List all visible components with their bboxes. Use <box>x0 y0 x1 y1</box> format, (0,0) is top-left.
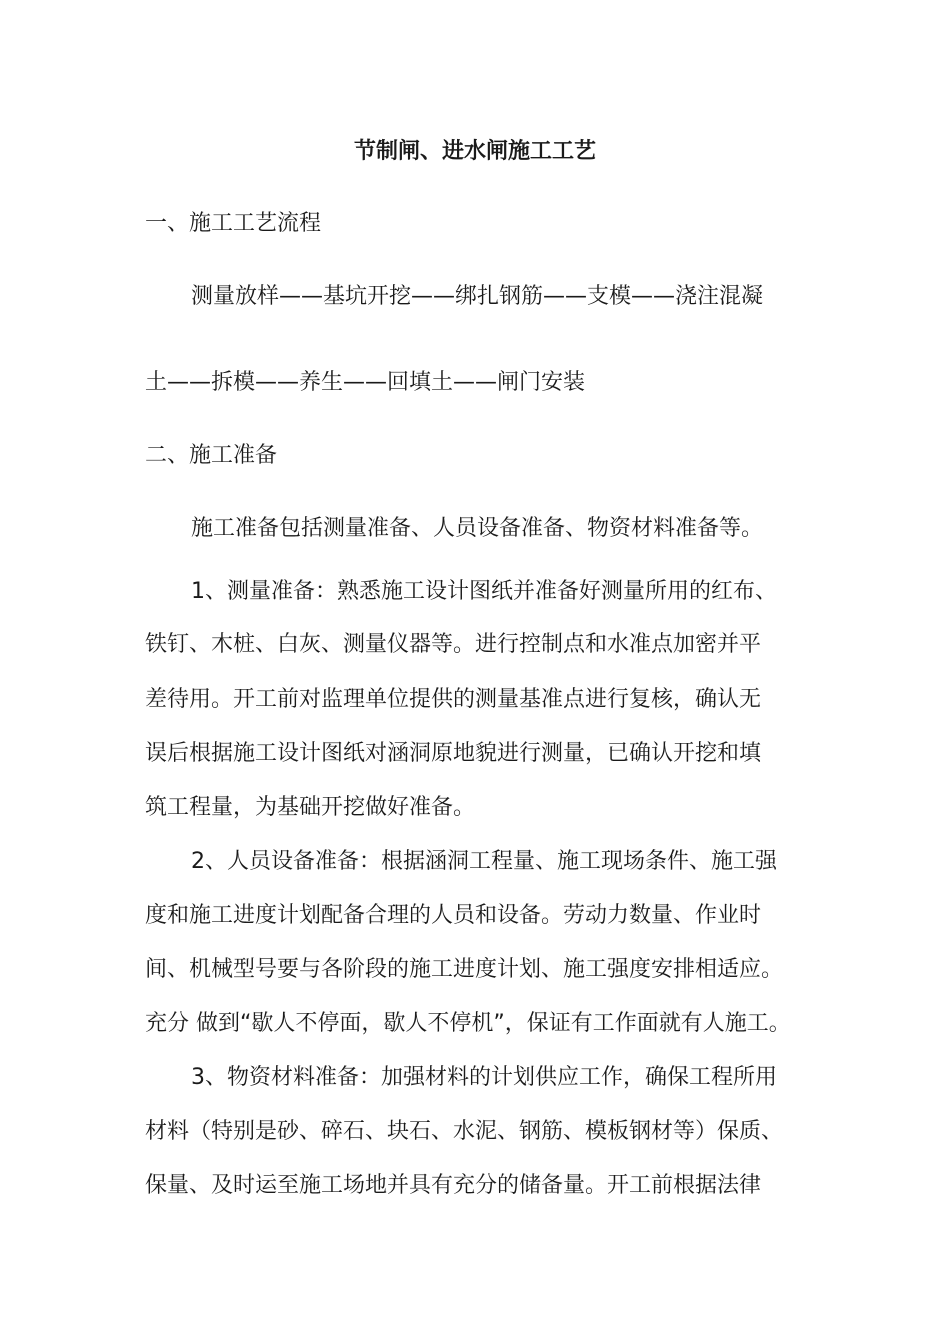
paragraph-line: 充分 做到“歇人不停面，歇人不停机”，保证有工作面就有人施工。 <box>145 1011 791 1036</box>
section-heading-process: 一、施工工艺流程 <box>145 211 322 236</box>
paragraph-line: 筑工程量，为基础开挖做好准备。 <box>145 795 476 820</box>
paragraph-line: 土——拆模——养生——回填土——闸门安装 <box>145 370 586 395</box>
paragraph-line: 施工准备包括测量准备、人员设备准备、物资材料准备等。 <box>191 516 764 541</box>
paragraph-line: 测量放样——基坑开挖——绑扎钢筋——支模——浇注混凝 <box>191 284 764 309</box>
paragraph-line: 铁钉、木桩、白灰、测量仪器等。进行控制点和水准点加密并平 <box>145 632 762 657</box>
paragraph-line: 1、测量准备：熟悉施工设计图纸并准备好测量所用的红布、 <box>191 579 777 604</box>
section-heading-preparation: 二、施工准备 <box>145 443 278 468</box>
paragraph-line: 度和施工进度计划配备合理的人员和设备。劳动力数量、作业时 <box>145 903 762 928</box>
paragraph-line: 误后根据施工设计图纸对涵洞原地貌进行测量，已确认开挖和填 <box>145 741 762 766</box>
document-title: 节制闸、进水闸施工工艺 <box>353 139 596 164</box>
paragraph-line: 2、人员设备准备：根据涵洞工程量、施工现场条件、施工强 <box>191 849 777 874</box>
paragraph-line: 间、机械型号要与各阶段的施工进度计划、施工强度安排相适应。 <box>145 957 784 982</box>
paragraph-line: 差待用。开工前对监理单位提供的测量基准点进行复核，确认无 <box>145 687 762 712</box>
paragraph-line: 保量、及时运至施工场地并具有充分的储备量。开工前根据法律 <box>145 1173 762 1198</box>
paragraph-line: 材料（特别是砂、碎石、块石、水泥、钢筋、模板钢材等）保质、 <box>145 1119 784 1144</box>
paragraph-line: 3、物资材料准备：加强材料的计划供应工作，确保工程所用 <box>191 1065 777 1090</box>
